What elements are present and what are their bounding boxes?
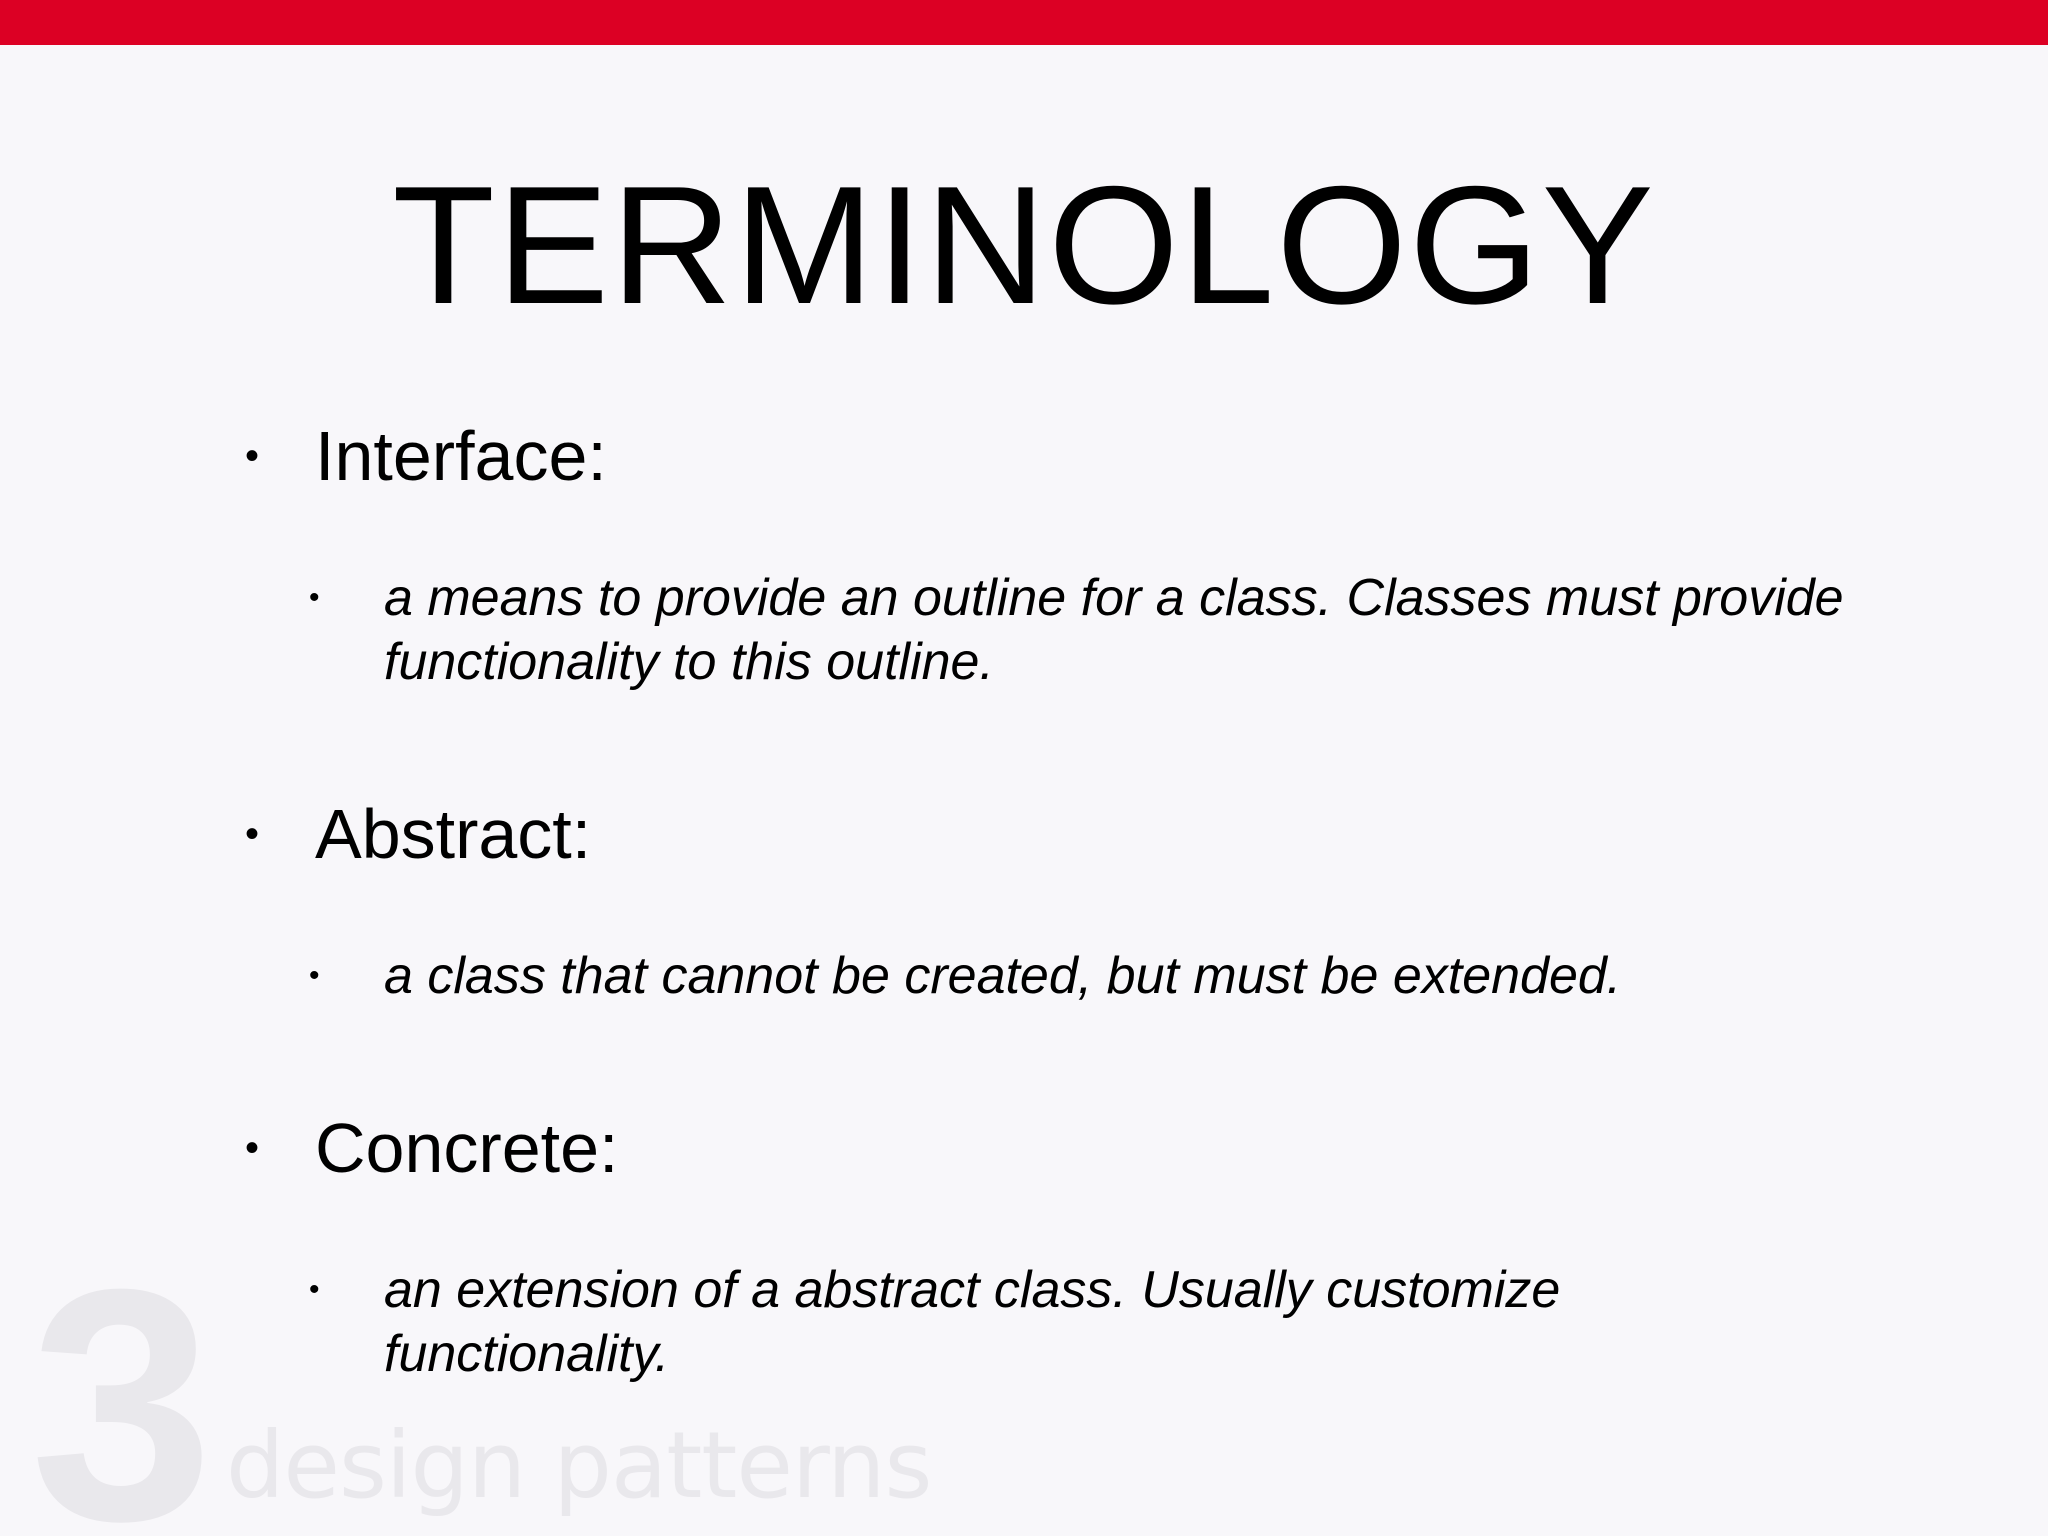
term-heading xyxy=(245,1108,1945,1188)
term-definition xyxy=(245,566,1944,694)
term-heading xyxy=(245,416,1945,496)
bullet-icon: • xyxy=(309,959,320,992)
term-definition xyxy=(245,944,1944,1008)
slide-title: TERMINOLOGY xyxy=(392,151,1656,339)
term-definition-text: a means to provide an outline for a class. Classes must provide functionality to this outline. xyxy=(384,569,1844,691)
bullet-icon: • xyxy=(245,1126,260,1170)
term-abstract xyxy=(245,794,1945,1008)
term-concrete xyxy=(245,1108,1945,1386)
bullet-icon: • xyxy=(309,1273,320,1306)
term-heading-text: Abstract: xyxy=(315,795,592,873)
term-definition xyxy=(245,1258,1634,1386)
watermark-number: 3 xyxy=(30,1220,214,1536)
bullet-icon: • xyxy=(245,434,260,478)
top-accent-bar xyxy=(0,0,2048,45)
term-heading-text: Concrete: xyxy=(315,1109,619,1187)
term-definition-text: a class that cannot be created, but must be extended. xyxy=(384,947,1622,1005)
watermark-text: design patterns xyxy=(226,1412,932,1519)
term-interface xyxy=(245,416,1945,694)
bullet-icon: • xyxy=(309,581,320,614)
bullet-icon: • xyxy=(245,812,260,856)
term-heading xyxy=(245,794,1945,874)
term-heading-text: Interface: xyxy=(315,417,607,495)
term-definition-text: an extension of a abstract class. Usually customize functionality. xyxy=(384,1261,1561,1383)
